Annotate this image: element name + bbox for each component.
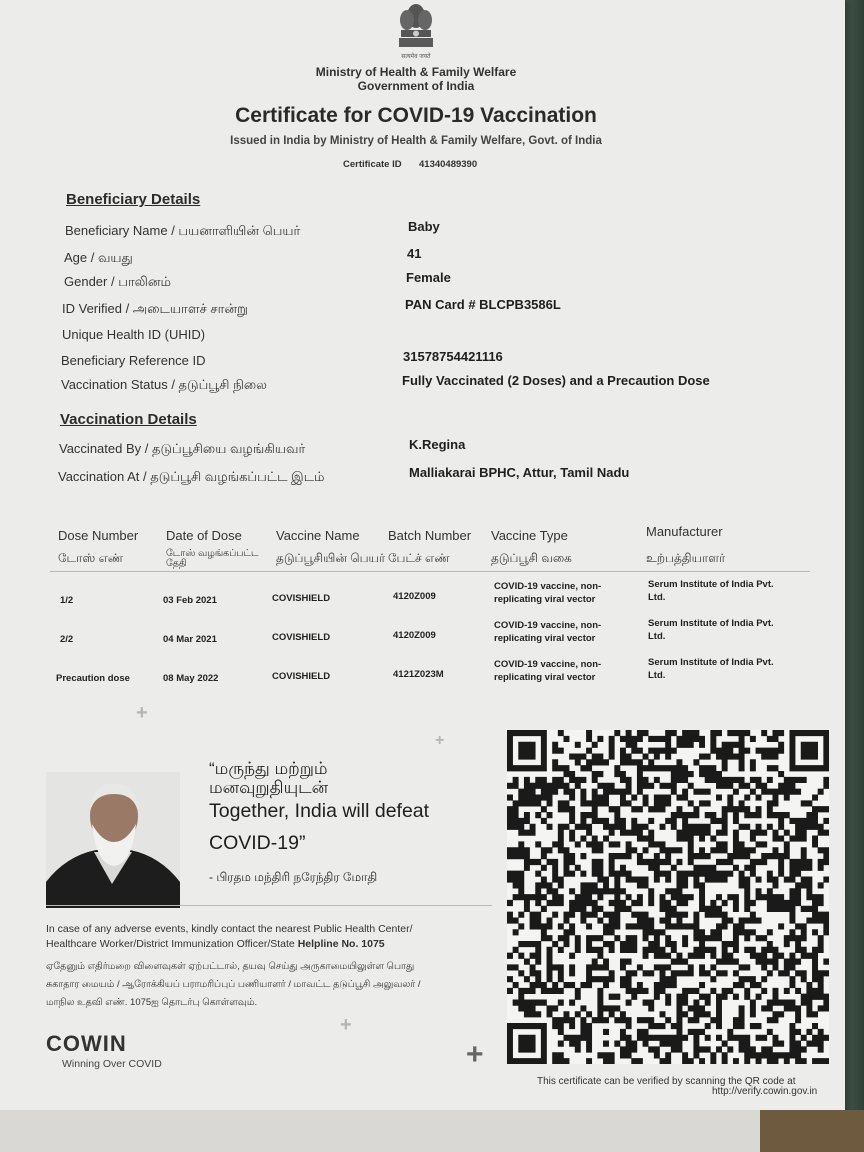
adverse-events-tamil-2: சுகாதார மையம் / ஆரோக்கியப் பராமரிப்புப் பணியாளர் / மாவட்ட தடுப்பூசி அலுவலர் / [46,979,421,990]
vaccine-name: COVISHIELD [272,671,331,682]
vaccine-type: COVID-19 vaccine, non-replicating viral vector [494,620,602,644]
batch-number: 4120Z009 [393,630,436,641]
table-header: Vaccine Name [276,528,360,543]
government-name: Government of India [357,79,475,93]
emblem-motto: सत्यमेव जयते [401,54,431,60]
vaccine-name: COVISHIELD [272,632,331,643]
quote-english-2: COVID-19” [209,832,306,854]
table-header-tamil: டோஸ் வழங்கப்பட்ட தேதி [166,548,259,569]
field-label: Beneficiary Name / பயனாளியின் பெயர் [65,223,301,238]
plus-icon: + [136,702,148,724]
table-header-tamil: டோஸ் எண் [58,551,124,565]
batch-number: 4120Z009 [393,591,436,602]
field-label: Vaccination Status / தடுப்பூசி நிலை [61,377,267,392]
certificate-id: 41340489390 [419,159,478,170]
ministry-name: Ministry of Health & Family Welfare [315,65,517,79]
table-header: Manufacturer [646,524,723,539]
certificate-id-label: Certificate ID [343,159,402,170]
vaccine-name: COVISHIELD [272,593,331,604]
verify-url: http://verify.cowin.gov.in [712,1086,818,1097]
field-label: Vaccination At / தடுப்பூசி வழங்கப்பட்ட இடம் [58,469,325,484]
dose-number: 2/2 [60,634,74,645]
field-value: Malliakarai BPHC, Attur, Tamil Nadu [409,465,630,480]
issued-by: Issued in India by Ministry of Health & Family Welfare, Govt. of India [230,135,602,147]
qr-code [507,730,829,1064]
verify-note: This certificate can be verified by scanning the QR code at [537,1076,796,1087]
adverse-events-line1: In case of any adverse events, kindly contact the nearest Public Health Center/ [46,923,413,935]
table-header: Batch Number [388,528,472,543]
plus-icon: + [435,732,445,749]
vaccine-type: COVID-19 vaccine, non-replicating viral vector [494,581,602,605]
field-value: Fully Vaccinated (2 Doses) and a Precaution Dose [402,373,710,388]
field-value: PAN Card # BLCPB3586L [405,297,561,312]
table-header: Dose Number [58,528,139,543]
table-header-tamil: உற்பத்தியாளர் [646,551,726,565]
table-divider [50,571,810,572]
table-header: Vaccine Type [491,528,568,543]
cowin-tagline: Winning Over COVID [62,1058,162,1070]
quote-attribution: - பிரதம மந்திரி நரேந்திர மோதி [209,870,378,884]
quote-tamil-1: “மருந்து மற்றும் [209,759,328,778]
field-value: 31578754421116 [403,349,503,364]
adverse-events-tamil-3: மாநில உதவி எண். 1075ஐ தொடர்பு கொள்ளவும். [46,997,258,1008]
dose-number: Precaution dose [56,673,130,684]
table-header-tamil: தடுப்பூசி வகை [491,551,572,565]
divider [46,905,492,906]
manufacturer: Serum Institute of India Pvt. Ltd. [648,579,774,603]
field-label: Unique Health ID (UHID) [62,327,206,342]
field-label: Gender / பாலினம் [64,274,171,289]
field-label: Beneficiary Reference ID [61,353,206,368]
table-header-tamil: பேட்ச் எண் [388,551,450,565]
plus-icon: + [466,1038,484,1071]
table-header-tamil: தடுப்பூசியின் பெயர் [276,551,386,565]
prime-minister-portrait [46,772,180,908]
field-value: Baby [408,219,440,234]
dose-date: 08 May 2022 [163,673,219,684]
plus-icon: + [340,1014,352,1036]
vaccine-type: COVID-19 vaccine, non-replicating viral vector [494,659,602,683]
helpline-number: Helpline No. 1075 [297,938,385,950]
beneficiary-section-title: Beneficiary Details [66,191,201,208]
table-header: Date of Dose [166,528,242,543]
field-label: Vaccinated By / தடுப்பூசியை வழங்கியவர் [59,441,306,456]
certificate-title: Certificate for COVID-19 Vaccination [235,104,597,127]
dose-date: 03 Feb 2021 [163,595,217,606]
adverse-events-line2: Healthcare Worker/District Immunization Officer/State Helpline No. 1075 [46,938,385,950]
field-value: Female [406,270,451,285]
manufacturer: Serum Institute of India Pvt. Ltd. [648,618,774,642]
quote-tamil-2: மனவுறுதியுடன் [209,778,329,797]
batch-number: 4121Z023M [393,669,444,680]
vaccination-section-title: Vaccination Details [60,411,197,428]
field-value: K.Regina [409,437,466,452]
field-value: 41 [407,246,422,261]
dose-date: 04 Mar 2021 [163,634,217,645]
field-label: Age / வயது [64,250,133,265]
dose-number: 1/2 [60,595,74,606]
manufacturer: Serum Institute of India Pvt. Ltd. [648,657,774,681]
page-curl [0,1110,760,1152]
field-label: ID Verified / அடையாளச் சான்று [62,301,248,316]
adverse-events-tamil-1: ஏதேனும் எதிர்மறை விளைவுகள் ஏற்பட்டால், தயவு செய்து அருகாமையிலுள்ள பொது [46,961,415,972]
quote-english-1: Together, India will defeat [209,800,430,822]
cowin-logo: COWIN [46,1031,127,1056]
